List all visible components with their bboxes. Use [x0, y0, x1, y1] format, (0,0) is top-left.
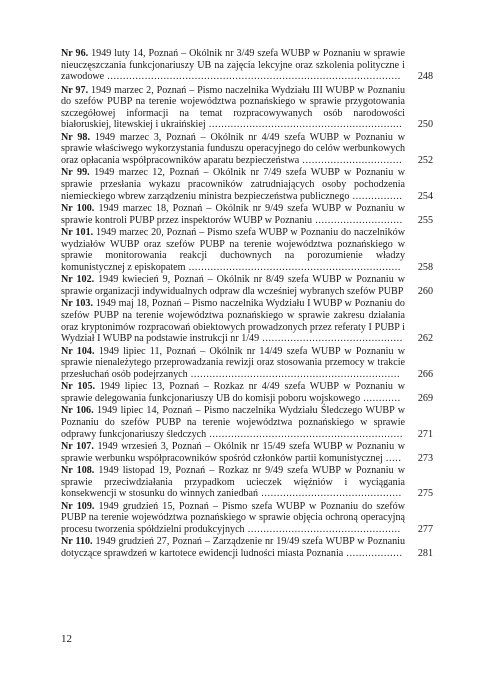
toc-entry-title: 1949 grudzień 15, Poznań – Pismo szefa WUBP w Poznaniu do szefów PUBP na terenie województwa poznańskiego w sprawie objęcia ochroną operacyjną procesu tworzenia spółdzielni produkcyjnych [61, 500, 405, 535]
toc-dot-leader: ............................ [312, 214, 403, 226]
toc-dot-leader: ................................................. [244, 523, 401, 535]
toc-entry-title: 1949 maj 18, Poznań – Pismo naczelnika Wydziału I WUBP w Poznaniu do szefów PUBP na terenie województwa poznańskiego w sprawie zakresu działania oraz kryptonimów rozpracowań obiektowych prowadzonych przez referaty I PUBP i Wydział I WUBP na podstawie instrukcji nr 1/49 [61, 298, 405, 345]
toc-entry [61, 465, 433, 500]
toc-entry [61, 441, 433, 464]
toc-entry-title: 1949 lipiec 13, Poznań – Rozkaz nr 4/49 szefa WUBP w Poznaniu w sprawie delegowania funkcjonariuszy UB do komisji poboru wojskowego [61, 381, 405, 404]
toc-entry [61, 48, 433, 83]
toc-entry-title: 1949 marzec 20, Poznań – Pismo szefa WUBP w Poznaniu do naczelników wydziałów WUBP oraz szefów PUBP na terenie województwa poznańskiego w sprawie monitorowania reakcji duchownych na porozumienie władzy komunistycznej z episkopatem [61, 227, 405, 273]
toc-entry-title: 1949 lipiec 11, Poznań – Okólnik nr 14/49 szefa WUBP w Poznaniu w sprawie nienależytego przeprowadzania rewizji oraz stosowania przemocy w trakcie przesłuchań osób podejrzanych [61, 345, 406, 380]
toc-entry-title: 1949 grudzień 27, Poznań – Zarządzenie nr 19/49 szefa WUBP w Poznaniu dotyczące sprawdzeń w kartotece ewidencji ludności miasta Poznania [61, 536, 405, 559]
toc-entry-number: Nr 110. [61, 536, 93, 548]
toc-entry [61, 346, 433, 381]
toc-dot-leader: ..... [382, 452, 402, 464]
toc-entry-page: 254 [417, 190, 433, 202]
toc-entry-number: Nr 108. [61, 465, 95, 477]
toc-entry-page: 258 [417, 261, 433, 273]
toc-dot-leader: .................. [343, 547, 403, 559]
toc-entry-number: Nr 102. [61, 274, 95, 286]
toc-entry-title: 1949 kwiecień 9, Poznań – Okólnik nr 8/49 szefa WUBP w Poznaniu w sprawie organizacji indywidualnych odpraw dla wcześniej wybranych szefów PUBP [61, 274, 405, 297]
toc-entry [61, 203, 433, 226]
toc-dot-leader: ................................................................... [187, 368, 401, 380]
toc-entry [61, 501, 433, 536]
toc-entry-page: 248 [417, 71, 433, 83]
toc-entry-number: Nr 96. [61, 48, 89, 59]
toc-entry-page: 250 [417, 119, 433, 131]
toc-entry [61, 405, 433, 440]
toc-entry-number: Nr 105. [61, 381, 96, 393]
toc-entry-number: Nr 101. [61, 227, 94, 239]
toc-entry-number: Nr 106. [61, 405, 94, 417]
toc-dot-leader: .............................................................................................. [104, 71, 401, 83]
toc-entry-title: 1949 wrzesień 3, Poznań – Okólnik nr 15/49 szefa WUBP w Poznaniu w sprawie werbunku współpracowników spośród członków partii komunistycznej [61, 441, 406, 464]
toc-dot-leader: ............................................. [259, 333, 403, 345]
table-of-contents [61, 48, 433, 561]
toc-entry-page: 275 [417, 488, 433, 500]
toc-entry-page: 252 [417, 154, 433, 166]
toc-entry [61, 381, 433, 404]
toc-entry-number: Nr 100. [61, 203, 95, 215]
toc-entry-title: 1949 listopad 19, Poznań – Rozkaz nr 9/49 szefa WUBP w Poznaniu w sprawie przeciwdziałania przypadkom ucieczek więźniów i wyciągania konsekwencji w stosunku do winnych zaniedbań [61, 465, 405, 500]
toc-entry-page: 271 [417, 428, 433, 440]
toc-dot-leader: .............................................................. [205, 119, 403, 131]
page-number: 12 [61, 633, 72, 645]
toc-dot-leader: ................ [349, 190, 403, 202]
toc-entry-title: 1949 marzec 12, Poznań – Okólnik nr 7/49 szefa WUBP w Poznaniu w sprawie przesłania wykazu pracowników zatrudniających osoby pochodzenia niemieckiego wbrew zarządzeniu ministra bezpieczeństwa publicznego [61, 167, 406, 202]
toc-entry-number: Nr 98. [61, 131, 91, 143]
toc-entry-page: 269 [417, 392, 433, 404]
toc-entry [61, 132, 433, 167]
toc-entry-number: Nr 107. [61, 441, 94, 453]
toc-entry-number: Nr 109. [61, 500, 95, 512]
toc-entry-title: 1949 marzec 3, Poznań – Okólnik nr 4/49 szefa WUBP w Poznaniu w sprawie właściwego wykorzystania funduszu operacyjnego do celów werbunkowych oraz opłacania współpracowników aparatu bezpieczeństwa [61, 131, 406, 166]
toc-entry-page: 260 [417, 285, 433, 297]
toc-dot-leader: ............................................. [258, 488, 402, 500]
toc-entry-page: 273 [417, 452, 433, 464]
toc-entry-title: 1949 marzec 2, Poznań – Pismo naczelnika Wydziału III WUBP w Poznaniu do szefów PUBP na terenie województwa poznańskiego w sprawie przygotowania szczegółowej informacji na temat rozpracowywanych osób narodowości białoruskiej, litewskiej i ukraińskiej [61, 84, 405, 131]
toc-entry [61, 85, 433, 131]
toc-entry-title: 1949 luty 14, Poznań – Okólnik nr 3/49 szefa WUBP w Poznaniu w sprawie nieuczęszczania funkcjonariuszy UB na zajęcia lekcyjne oraz szkolenia polityczne i zawodowe [61, 48, 405, 83]
toc-entry-number: Nr 103. [61, 298, 93, 310]
toc-dot-leader: .............................................................. [206, 428, 403, 440]
toc-entry-title: 1949 marzec 18, Poznań – Okólnik nr 9/49 szefa WUBP w Poznaniu w sprawie kontroli PUBP przez inspektorów WUBP w Poznaniu [61, 203, 406, 226]
toc-dot-leader: ................................ [299, 154, 403, 166]
toc-dot-leader: ............ [360, 392, 401, 404]
toc-entry-page: 266 [417, 368, 433, 380]
toc-entry [61, 298, 433, 344]
toc-entry-page: 262 [417, 333, 433, 345]
toc-entry [61, 167, 433, 202]
toc-entry [61, 274, 433, 297]
toc-entry-page: 281 [417, 547, 433, 559]
toc-entry-page: 277 [417, 523, 433, 535]
toc-entry-page: 255 [417, 214, 433, 226]
toc-dot-leader: .................................................................... [185, 261, 401, 273]
toc-entry-number: Nr 104. [61, 345, 95, 357]
toc-entry [61, 536, 433, 559]
toc-entry-number: Nr 97. [61, 84, 89, 96]
toc-entry-title: 1949 lipiec 14, Poznań – Pismo naczelnika Wydziału Śledczego WUBP w Poznaniu do szefów PUBP na terenie województwa poznańskiego w sprawie odprawy funkcjonariuszy śledczych [61, 405, 406, 440]
toc-entry-number: Nr 99. [61, 167, 90, 179]
toc-entry [61, 227, 433, 273]
